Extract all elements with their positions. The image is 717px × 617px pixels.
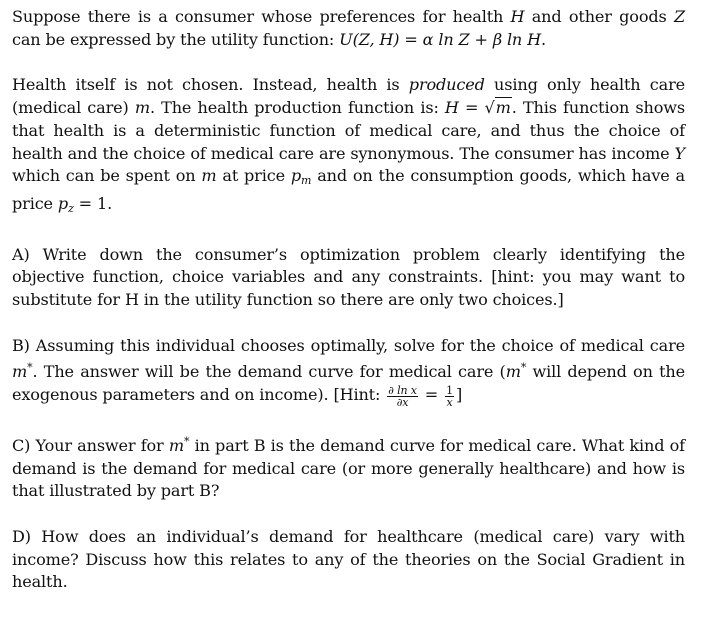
qb-text-1: B) Assuming this individual chooses optimally, solve for the choice of medical care (12, 335, 685, 355)
hint-rhs-fraction (445, 385, 454, 408)
var-z: Z (673, 7, 685, 26)
m-star-2-base: m (505, 362, 521, 382)
emphasis-produced: produced (408, 75, 485, 95)
m-star-c-base: m (168, 435, 184, 455)
intro-text-3: can be expressed by the utility function: (12, 29, 340, 49)
hint-derivative-fraction (387, 385, 418, 408)
m-star-c (169, 436, 189, 455)
qb-text-4: ] (455, 385, 463, 405)
price-m (290, 166, 312, 188)
price-z (57, 194, 74, 216)
production-sqrt (485, 97, 512, 120)
sqrt-symbol: √ (484, 97, 495, 117)
hint-rhs-numerator: 1 (446, 384, 453, 398)
question-a: A) Write down the consumer’s optimization problem clearly identifying the objective function, choice variables and any constraints. [hint: you may want to substitute for H in the utility function so there are only two choices.] (12, 244, 685, 310)
price-m-base: p (290, 166, 302, 186)
m-star (12, 362, 32, 381)
production-lhs: H = (444, 97, 485, 117)
var-h: H (510, 7, 525, 26)
document-body (12, 6, 685, 617)
health-text-4: . This function shows that health is a deterministic function of medical care, and thus the choice of health and the choice of medical care are synonymous. The consumer has income (12, 97, 686, 163)
question-c (12, 431, 685, 503)
health-text-6: at price (216, 166, 291, 186)
intro-text-4: . (541, 29, 546, 49)
m-star-base: m (12, 362, 28, 382)
var-m: m (134, 97, 150, 117)
intro-text-1: Suppose there is a consumer whose preferences for health (12, 7, 511, 26)
m-star-2 (506, 362, 526, 381)
var-y: Y (674, 143, 685, 163)
price-z-base: p (57, 194, 69, 214)
hint-equals: = (419, 385, 444, 405)
health-text-1: Health itself is not chosen. Instead, health is (12, 75, 409, 95)
health-text-2: using only health care (medical care) (12, 75, 685, 117)
question-b (12, 335, 685, 409)
hint-denominator: ∂x (396, 396, 409, 410)
m-star-2-sup: * (520, 361, 527, 375)
question-d: D) How does an individual’s demand for healthcare (medical care) vary with income? Discuss how this relates to any of the theories on the Social Gradient in health. (12, 526, 685, 592)
health-text-7: and on the consumption goods, which have a price (12, 166, 685, 214)
intro-paragraph (12, 6, 685, 52)
m-star-c-sup: * (183, 434, 190, 448)
health-paragraph (12, 74, 685, 221)
utility-function: U(Z, H) = α ln Z + β ln H (339, 29, 542, 49)
qb-text-2: . The answer will be the demand curve for medical care ( (32, 362, 506, 382)
health-text-3: . The health production function is: (149, 97, 445, 117)
hint-numerator: ∂ ln x (388, 384, 417, 398)
health-text-8: = 1. (73, 194, 113, 214)
hint-rhs-denominator: x (446, 396, 453, 410)
var-m-2: m (201, 166, 217, 186)
qc-text-2: in part B is the demand curve for medical care. What kind of demand is the demand for medical care (or more generally healthcare) and how is that illustrated by part B? (12, 435, 685, 501)
price-m-subscript: m (301, 174, 312, 188)
m-star-sup: * (27, 361, 33, 375)
price-z-subscript: z (68, 202, 74, 216)
health-text-5: which can be spent on (12, 166, 202, 186)
qb-text-3: will depend on the exogenous parameters and on income). [Hint: (12, 362, 686, 405)
qc-text-1: C) Your answer for (12, 435, 169, 455)
intro-text-2: and other goods (524, 7, 674, 26)
sqrt-radicand: m (495, 97, 511, 117)
